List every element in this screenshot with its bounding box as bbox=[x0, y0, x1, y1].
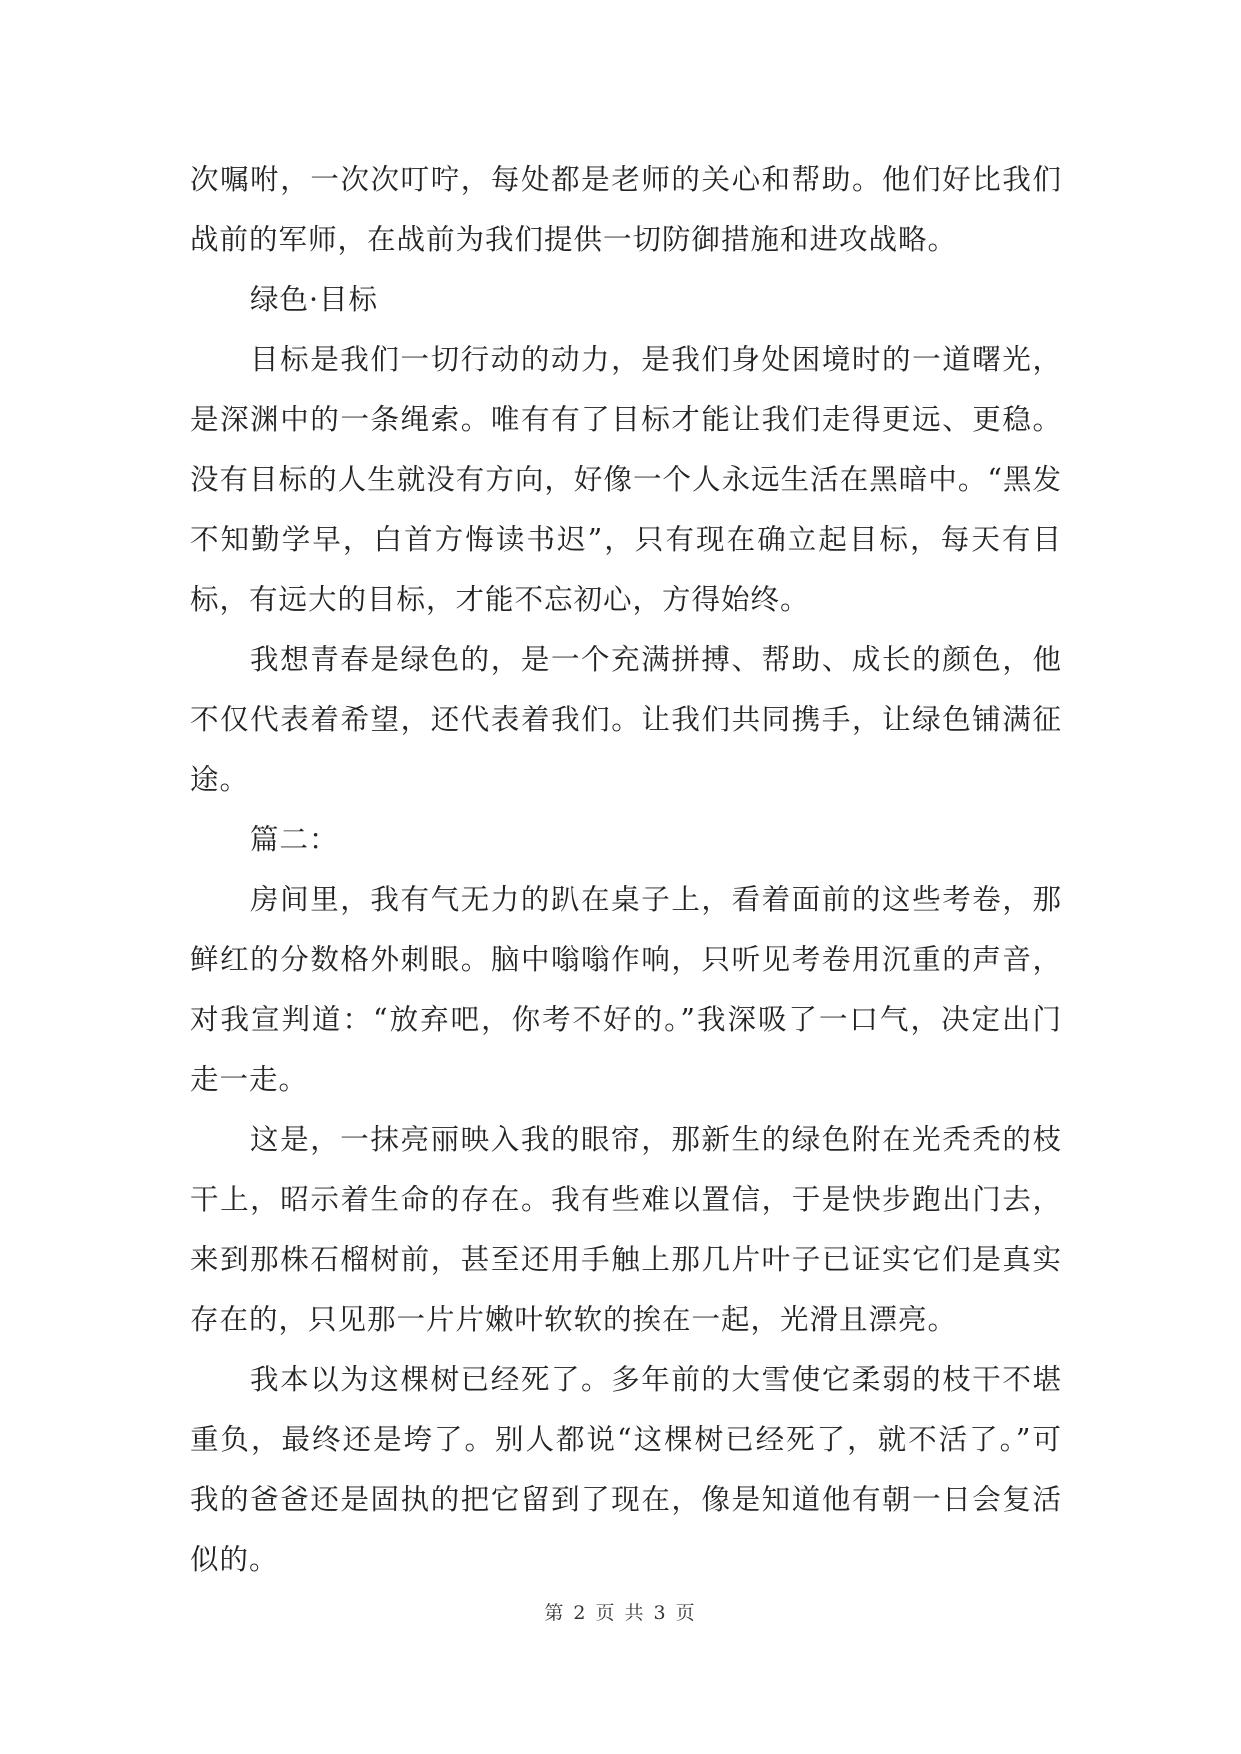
paragraph-new-green: 这是，一抹亮丽映入我的眼帘，那新生的绿色附在光秃秃的枝干上，昭示着生命的存在。我有些难以置信，于是快步跑出门去，来到那株石榴树前，甚至还用手触上那几片叶子已证实它们是真实存在的，只见那一片片嫩叶软软的挨在一起，光滑且漂亮。 bbox=[190, 1123, 1062, 1336]
paragraph-room: 房间里，我有气无力的趴在桌子上，看着面前的这些考卷，那鲜红的分数格外刺眼。脑中嗡嗡作响，只听见考卷用沉重的声音，对我宣判道：“放弃吧，你考不好的。”我深吸了一口气，决定出门走一走。 bbox=[190, 883, 1062, 1096]
document-body bbox=[190, 150, 1062, 1590]
section-heading-part-two: 篇二： bbox=[250, 823, 339, 856]
paragraph-continued: 次嘱咐，一次次叮咛，每处都是老师的关心和帮助。他们好比我们战前的军师，在战前为我们提供一切防御措施和进攻战略。 bbox=[190, 163, 1062, 256]
paragraph-tree: 我本以为这棵树已经死了。多年前的大雪使它柔弱的枝干不堪重负，最终还是垮了。别人都说“这棵树已经死了，就不活了。”可我的爸爸还是固执的把它留到了现在，像是知道他有朝一日会复活似的。 bbox=[190, 1363, 1062, 1576]
paragraph-goal: 目标是我们一切行动的动力，是我们身处困境时的一道曙光，是深渊中的一条绳索。唯有有了目标才能让我们走得更远、更稳。没有目标的人生就没有方向，好像一个人永远生活在黑暗中。“黑发不知勤学早，白首方悔读书迟”，只有现在确立起目标，每天有目标，有远大的目标，才能不忘初心，方得始终。 bbox=[190, 343, 1062, 616]
section-heading-green-goal: 绿色·目标 bbox=[250, 283, 379, 316]
paragraph-youth-green: 我想青春是绿色的，是一个充满拼搏、帮助、成长的颜色，他不仅代表着希望，还代表着我们。让我们共同携手，让绿色铺满征途。 bbox=[190, 643, 1062, 796]
page-number-footer: 第 2 页 共 3 页 bbox=[544, 1602, 697, 1624]
